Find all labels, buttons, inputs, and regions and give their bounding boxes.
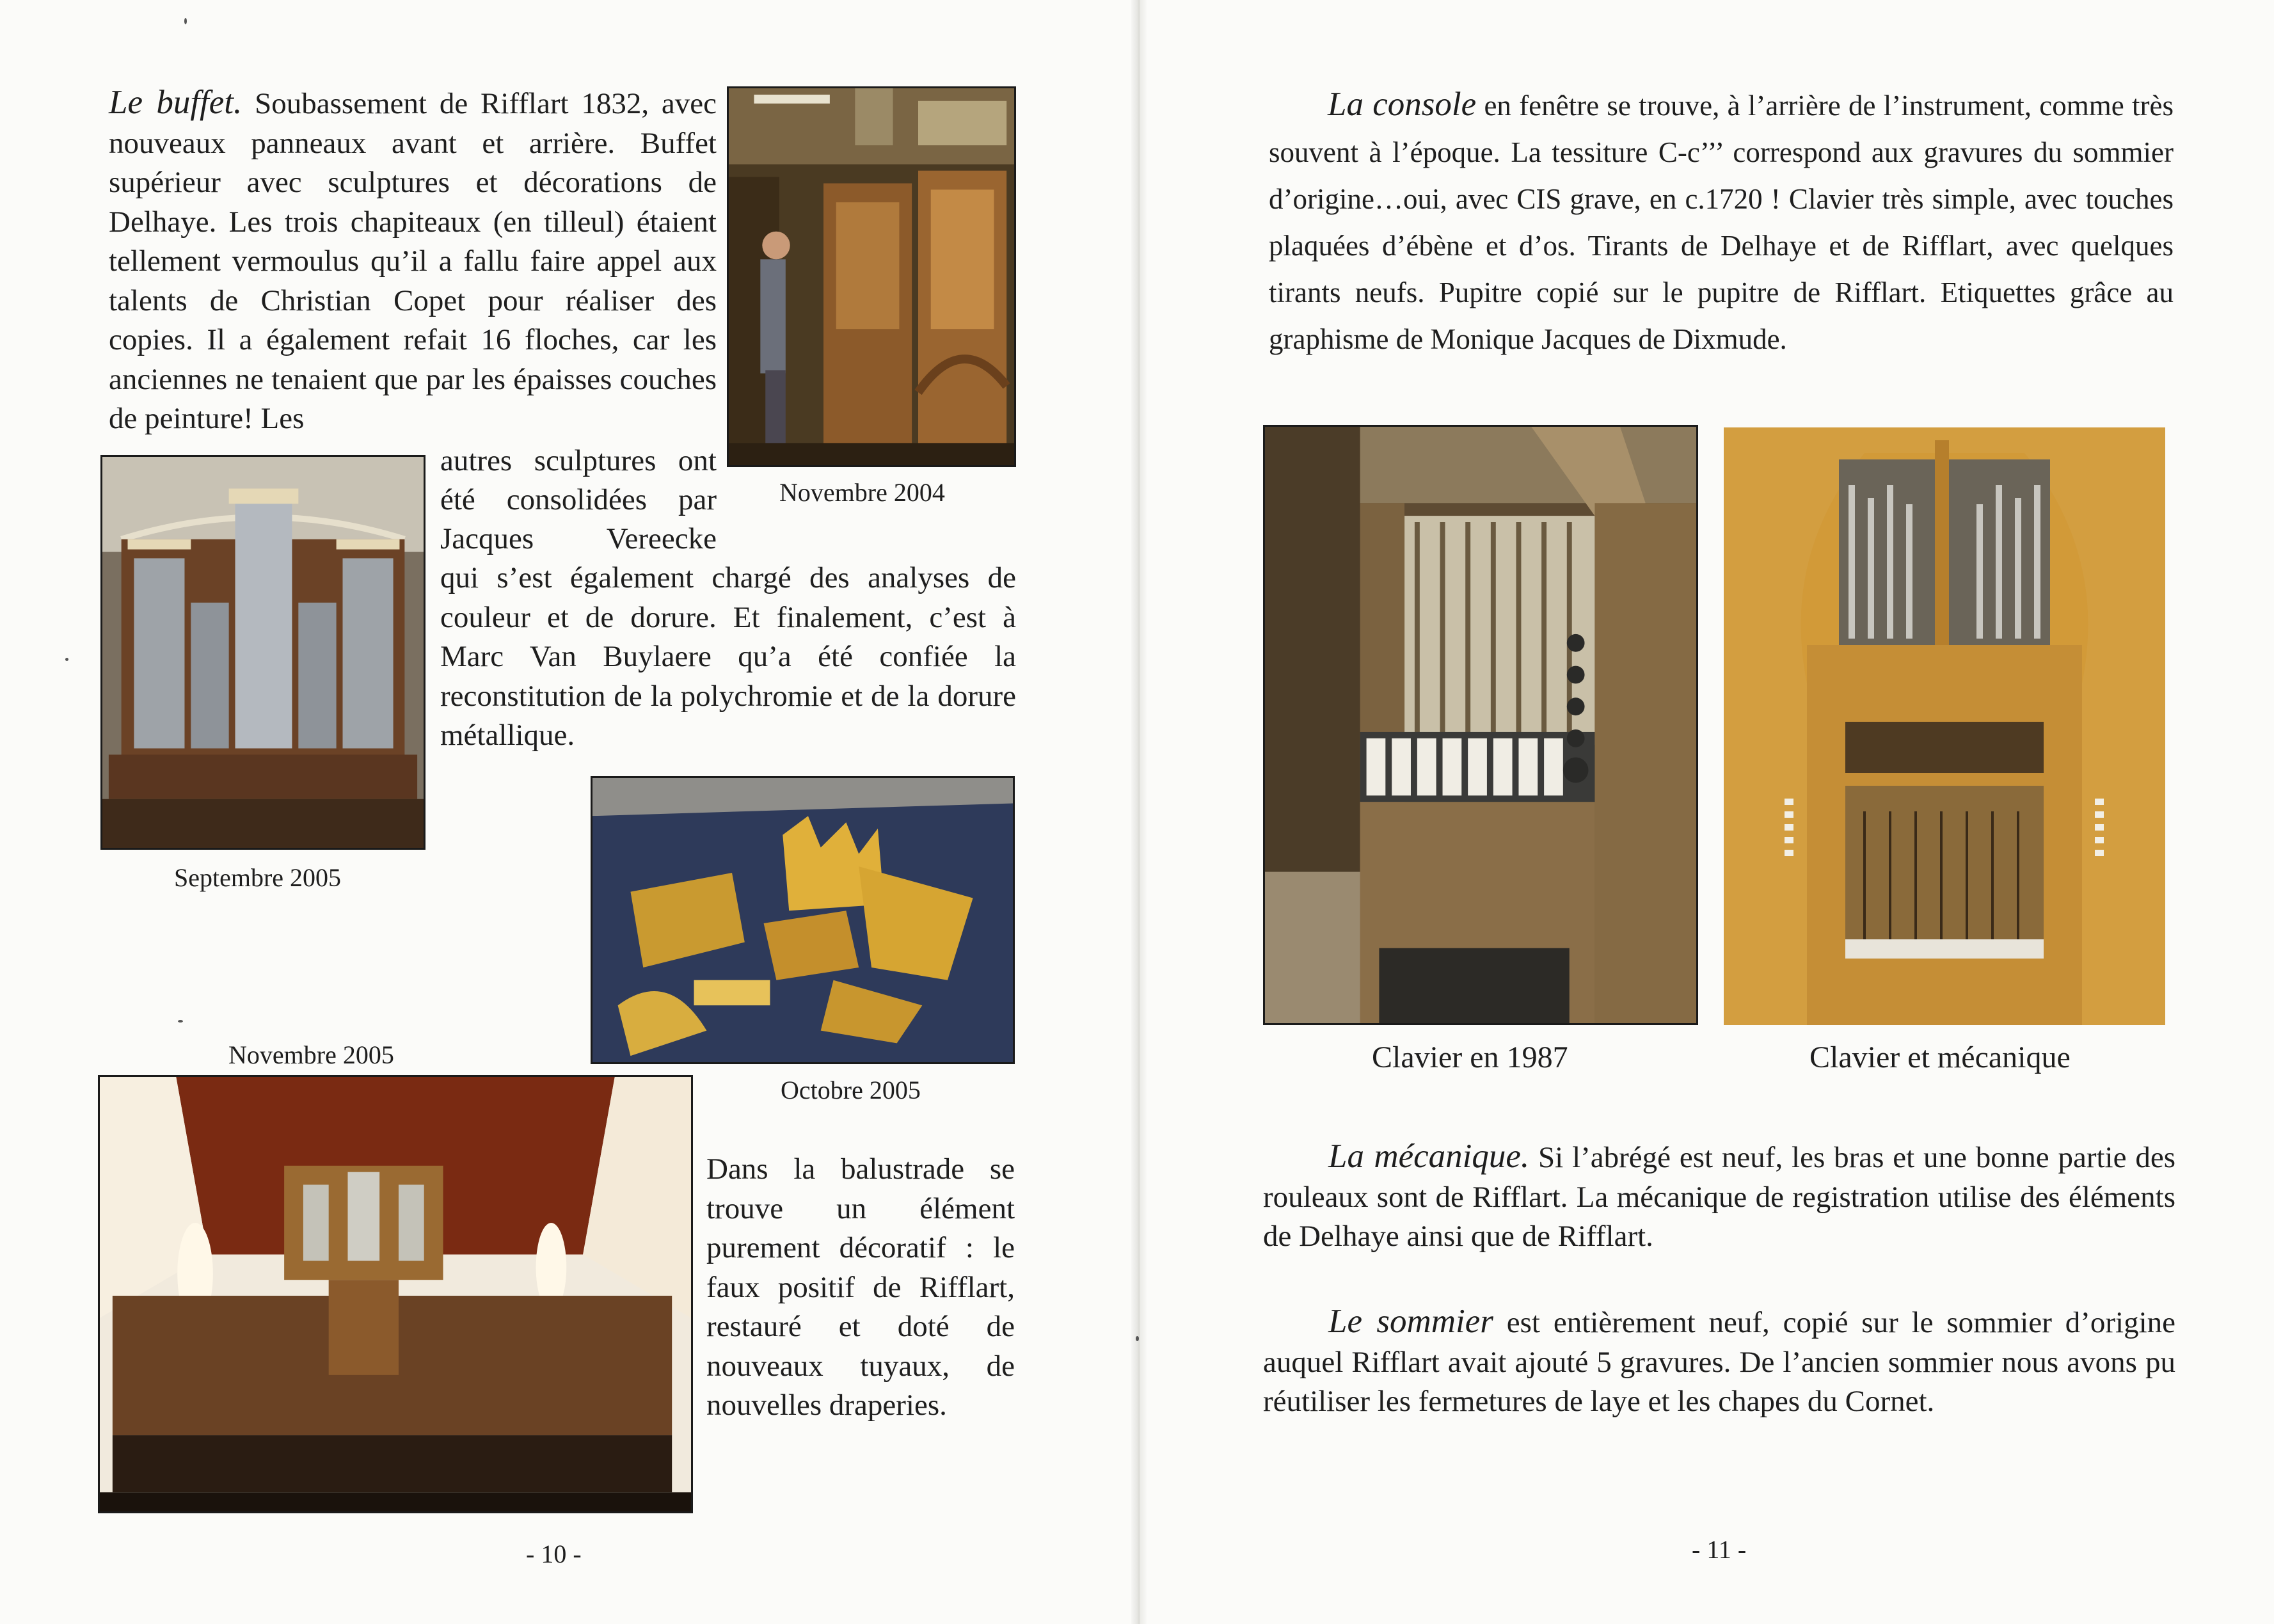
caption-church: Novembre 2005 — [228, 1040, 394, 1069]
photo-church — [98, 1075, 693, 1513]
caption-keyboard-1987: Clavier en 1987 — [1372, 1040, 1568, 1074]
photo-organ-front — [100, 455, 425, 850]
paragraph-buffet: Le buffet. Soubassement de Rifflart 1832, avec nouveaux panneaux avant et arrière. Buffet supérieur avec sculptures et décorations de Delhaye. Les trois chapiteaux (en tilleul) étaient tellement vermoulus qu’il a fallu faire appel aux talents de Christian Copet pour réaliser des copies. Il a également refait 16 floches, car les anciennes ne tenaient que par les épaisses couches de peinture! Les — [109, 84, 717, 435]
caption-workshop: Novembre 2004 — [779, 478, 945, 507]
heading-buffet: Le buffet. — [109, 84, 243, 121]
paragraph-console: La console en fenêtre se trouve, à l’arrière de l’instrument, comme très souvent à l’époque. La tessiture C-c’’’ correspond aux gravures du sommier d’origine…oui, avec CIS grave, en c.1720 ! Clavier très simple, avec touches plaquées d’ébène et d’os. Tirants de Delhaye et de Rifflart, avec quelques tirants neufs. Pupitre copié sur le pupitre de Rifflart. Etiquettes grâce au graphisme de Monique Jacques de Dixmude. — [1269, 86, 2174, 355]
book-gutter — [1131, 0, 1147, 1624]
photo-keyboard-1987 — [1263, 425, 1698, 1025]
paper-speck — [184, 18, 187, 24]
caption-ornaments: Octobre 2005 — [781, 1076, 921, 1104]
photo-keyboard-mechanism — [1724, 427, 2165, 1025]
page-number-left: - 10 - — [526, 1540, 582, 1568]
photo-workshop — [727, 86, 1016, 467]
heading-mecanique: La mécanique. — [1328, 1138, 1530, 1175]
paper-speck — [1136, 1336, 1139, 1341]
caption-keyboard-mechanism: Clavier et mécanique — [1809, 1040, 2071, 1074]
paper-speck — [178, 1020, 183, 1023]
paragraph-buffet-line-a: autres sculptures ont — [440, 444, 717, 477]
photo-ornaments — [591, 776, 1015, 1064]
paragraph-sommier: Le sommier est entièrement neuf, copié sur le sommier d’origine auquel Rifflart avait ajouté 5 gravures. De l’ancien sommier nous avons pu réutiliser les fermetures de laye et les chapes du Cornet. — [1263, 1303, 2175, 1418]
paper-speck — [65, 658, 68, 661]
paragraph-balustrade: Dans la balustrade se trouve un élément purement décoratif : le faux positif de Rifflart, restauré et doté de nouveaux tuyaux, de nouvelles draperies. — [706, 1152, 1015, 1422]
heading-console: La console — [1328, 86, 1477, 123]
paragraph-buffet-continued: qui s’est également chargé des analyses de couleur et de dorure. Et finalement, c’est à Marc Van Buylaere qu’a été confiée la reconstitution de la polychromie et de la dorure métallique. — [440, 561, 1016, 752]
paragraph-buffet-line-b: été consolidées par — [440, 483, 717, 516]
caption-organ-front: Septembre 2005 — [174, 863, 342, 892]
page-number-right: - 11 - — [1692, 1535, 1747, 1564]
heading-sommier: Le sommier — [1328, 1303, 1493, 1340]
paragraph-buffet-line-c: Jacques Vereecke — [440, 522, 717, 555]
paragraph-mecanique: La mécanique. Si l’abrégé est neuf, les bras et une bonne partie des rouleaux sont de Rifflart. La mécanique de registration utilise des éléments de Delhaye ainsi que de Rifflart. — [1263, 1138, 2175, 1253]
